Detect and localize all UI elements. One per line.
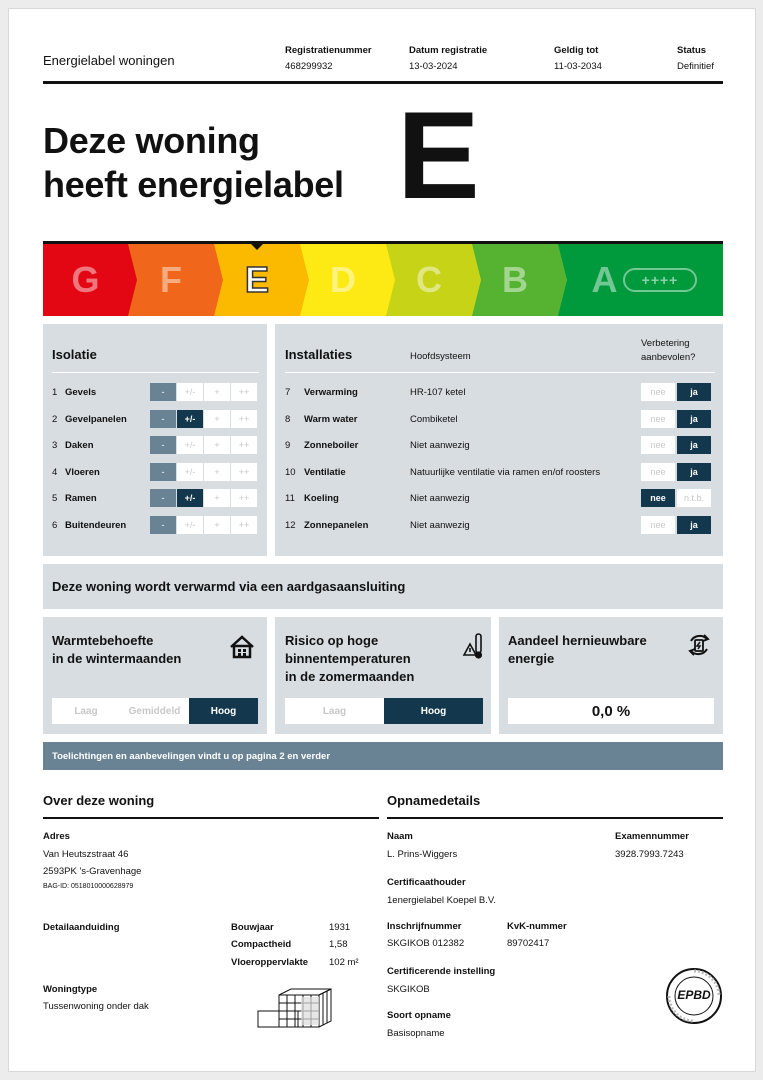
rating-scale	[150, 516, 258, 534]
certificaathouder-label: Certificaathouder	[387, 877, 466, 888]
woningtype-value: Tussenwoning onder dak	[43, 1001, 149, 1012]
row-label: Zonnepanelen	[304, 520, 369, 531]
scale-segment-e	[214, 244, 300, 316]
row-label: Ramen	[65, 493, 97, 505]
scale-letter-a: A	[591, 259, 618, 300]
verbetering-toggle	[641, 410, 713, 428]
row-label: Gevels	[65, 387, 97, 398]
scale-letter-e: E	[244, 259, 269, 300]
geldig-label: Geldig tot	[554, 45, 599, 56]
rating-option: +/-	[177, 516, 203, 534]
woningtype-label: Woningtype	[43, 984, 98, 995]
rating-option: -	[150, 383, 176, 401]
row-number: 12	[285, 520, 296, 531]
row-value: Natuurlijke ventilatie via ramen en/of roosters	[410, 466, 601, 478]
installaties-panel	[275, 324, 723, 556]
scale-option-hoog: Hoog	[384, 698, 483, 724]
isolatie-row	[52, 515, 262, 535]
rating-option: +/-	[177, 489, 203, 507]
row-number: 10	[285, 466, 296, 478]
hernieuwbaar-title-line-2: energie	[508, 651, 555, 666]
rating-scale	[150, 436, 258, 454]
option-nee: nee	[641, 410, 675, 428]
over-title: Over deze woning	[43, 793, 155, 808]
hernieuwbaar-title	[508, 632, 647, 668]
rating-option: +	[204, 410, 230, 428]
row-label: Koeling	[304, 493, 339, 505]
rating-option: +/-	[177, 463, 203, 481]
scale-letter-b: B	[502, 259, 528, 300]
thermometer-warning-icon	[461, 631, 485, 661]
installatie-row	[285, 435, 719, 455]
compactheid-label: Compactheid	[231, 939, 292, 950]
installatie-row	[285, 382, 719, 402]
scale-letter-d: D	[330, 259, 356, 300]
row-number: 7	[285, 387, 291, 398]
compactheid-value: 1,58	[329, 939, 348, 950]
rating-option: +/-	[177, 436, 203, 454]
geldig-field	[554, 45, 602, 72]
risico-title-line-1: Risico op hoge	[285, 633, 379, 648]
opname-divider	[387, 817, 723, 819]
toelichting-text: Toelichtingen en aanbevelingen vindt u op pagina 2 en verder	[52, 751, 331, 762]
isolatie-divider	[52, 372, 259, 373]
rating-option: ++	[231, 410, 257, 428]
over-divider	[43, 817, 379, 819]
examennummer-value: 3928.7993.7243	[615, 849, 684, 860]
hero-line-2: heeft energielabel	[43, 164, 344, 205]
row-label: Vloeren	[65, 466, 100, 478]
isolatie-row	[52, 435, 262, 455]
energy-label-page	[8, 8, 756, 1072]
rating-option: -	[150, 463, 176, 481]
warmtebehoefte-title-line-2: in de wintermaanden	[52, 651, 182, 666]
scale-arrow	[558, 244, 567, 316]
rating-option: ++	[231, 489, 257, 507]
inschrijfnummer-value: SKGIKOB 012382	[387, 938, 465, 949]
isolatie-rows	[52, 382, 262, 552]
registratienummer-value: 468299932	[285, 61, 333, 72]
row-value: Niet aanwezig	[410, 493, 470, 505]
option-ja: ja	[677, 463, 711, 481]
scale-letter-c: C	[416, 259, 442, 300]
hero-title	[43, 119, 344, 207]
registratienummer-field	[285, 45, 372, 72]
certificaathouder-value: 1energielabel Koepel B.V.	[387, 895, 496, 906]
hernieuwbaar-value: 0,0 %	[508, 698, 714, 724]
installaties-rows	[285, 382, 719, 552]
isolatie-title: Isolatie	[52, 347, 97, 362]
status-field	[677, 45, 714, 72]
scale-arrow	[300, 244, 309, 316]
kvk-value: 89702417	[507, 938, 550, 949]
verbetering-header-line-2: aanbevolen?	[641, 352, 696, 363]
geldig-value: 11-03-2034	[554, 61, 602, 72]
vloeroppervlakte-label: Vloeroppervlakte	[231, 957, 309, 968]
warmtebehoefte-scale	[52, 698, 258, 724]
risico-title	[285, 632, 414, 686]
row-value: Niet aanwezig	[410, 440, 470, 452]
scale-option-gemiddeld: Gemiddeld	[120, 698, 189, 724]
naam-label: Naam	[387, 831, 413, 842]
isolatie-row	[52, 488, 262, 508]
datum-label: Datum registratie	[409, 45, 488, 56]
risico-panel	[275, 617, 491, 734]
inschrijfnummer-label: Inschrijfnummer	[387, 921, 462, 932]
verwarming-banner	[43, 564, 723, 609]
registratienummer-label: Registratienummer	[285, 45, 372, 56]
row-label: Ventilatie	[304, 466, 346, 478]
verbetering-toggle	[641, 489, 713, 507]
option-nee: nee	[641, 463, 675, 481]
status-label: Status	[677, 45, 707, 56]
rating-option: +/-	[177, 383, 203, 401]
verbetering-toggle	[641, 436, 713, 454]
installatie-row	[285, 462, 719, 482]
hernieuwbaar-panel	[499, 617, 723, 734]
adres-line-2: 2593PK 's-Gravenhage	[43, 866, 142, 877]
scale-letter-g: G	[71, 259, 100, 300]
warmtebehoefte-title-line-1: Warmtebehoefte	[52, 633, 154, 648]
opname-title: Opnamedetails	[387, 793, 481, 808]
warmtebehoefte-panel	[43, 617, 267, 734]
rating-option: -	[150, 516, 176, 534]
bouwjaar-label: Bouwjaar	[231, 922, 274, 933]
scale-segment-f	[128, 244, 214, 316]
rating-option: +	[204, 383, 230, 401]
header-divider	[43, 81, 723, 84]
adres-line-1: Van Heutszstraat 46	[43, 849, 129, 860]
option-ja: ja	[677, 436, 711, 454]
isolatie-row	[52, 382, 262, 402]
verbetering-toggle	[641, 383, 713, 401]
bag-id: BAG-ID: 0518010000628979	[43, 883, 134, 890]
datum-value: 13-03-2024	[409, 61, 458, 72]
tussenwoning-building-icon	[257, 987, 345, 1031]
option-nee: nee	[641, 436, 675, 454]
renewable-energy-icon	[685, 631, 713, 659]
row-number: 4	[52, 466, 58, 478]
option-nee: nee	[641, 516, 675, 534]
adres-label: Adres	[43, 831, 70, 842]
verbetering-header-line-1: Verbetering	[641, 338, 690, 349]
rating-option: +	[204, 516, 230, 534]
kvk-label: KvK-nummer	[507, 921, 567, 932]
option-ja: n.t.b.	[677, 489, 711, 507]
status-value: Definitief	[677, 61, 714, 72]
scale-arrow	[472, 244, 481, 316]
scale-segment-d	[300, 244, 386, 316]
verbetering-header	[641, 337, 695, 365]
naam-value: L. Prins-Wiggers	[387, 849, 458, 860]
detail-label: Detailaanduiding	[43, 922, 120, 933]
document-title: Energielabel woningen	[43, 53, 175, 68]
rating-scale	[150, 463, 258, 481]
house-icon	[229, 635, 255, 659]
rating-option: -	[150, 436, 176, 454]
energy-scale	[43, 244, 723, 316]
active-label-pointer	[249, 242, 265, 250]
rating-option: ++	[231, 383, 257, 401]
row-number: 6	[52, 520, 58, 531]
scale-segment-c	[386, 244, 472, 316]
scale-letter-f: F	[160, 259, 182, 300]
rating-option: +	[204, 489, 230, 507]
row-value: HR-107 ketel	[410, 387, 466, 398]
scale-option-laag: Laag	[52, 698, 120, 724]
installatie-row	[285, 488, 719, 508]
option-nee: nee	[641, 383, 675, 401]
isolatie-row	[52, 462, 262, 482]
energy-label-letter: E	[397, 87, 480, 225]
bouwjaar-value: 1931	[329, 922, 351, 933]
rating-scale	[150, 410, 258, 428]
rating-scale	[150, 489, 258, 507]
soort-opname-label: Soort opname	[387, 1010, 451, 1021]
rating-option: +	[204, 436, 230, 454]
isolatie-row	[52, 409, 262, 429]
warmtebehoefte-title	[52, 632, 181, 668]
epbd-logo-text: EPBD	[677, 988, 711, 1002]
toelichting-bar	[43, 742, 723, 770]
installaties-divider	[285, 372, 715, 373]
rating-option: -	[150, 489, 176, 507]
hoofdsysteem-header: Hoofdsysteem	[410, 351, 471, 362]
vloeroppervlakte-value: 102 m²	[329, 957, 359, 968]
rating-scale	[150, 383, 258, 401]
risico-scale	[285, 698, 483, 724]
risico-title-line-3: in de zomermaanden	[285, 669, 415, 684]
option-nee: nee	[641, 489, 675, 507]
rating-option: -	[150, 410, 176, 428]
rating-option: +	[204, 463, 230, 481]
soort-opname-value: Basisopname	[387, 1028, 445, 1039]
scale-option-hoog: Hoog	[189, 698, 258, 724]
hero-line-1: Deze woning	[43, 120, 260, 161]
rating-option: ++	[231, 436, 257, 454]
epbd-logo	[665, 967, 723, 1025]
option-ja: ja	[677, 516, 711, 534]
row-number: 5	[52, 493, 58, 505]
scale-plus-badge: ++++	[623, 268, 697, 292]
verbetering-toggle	[641, 463, 713, 481]
row-label: Daken	[65, 440, 94, 452]
certificerende-instelling-label: Certificerende instelling	[387, 966, 496, 977]
verwarming-banner-text: Deze woning wordt verwarmd via een aardgasaansluiting	[52, 579, 406, 594]
option-ja: ja	[677, 410, 711, 428]
row-number: 11	[285, 493, 295, 505]
installaties-title: Installaties	[285, 347, 353, 362]
row-label: Verwarming	[304, 387, 358, 398]
scale-segment-g	[43, 244, 128, 316]
examennummer-label: Examennummer	[615, 831, 689, 842]
row-number: 3	[52, 440, 58, 452]
isolatie-panel	[43, 324, 267, 556]
row-number: 2	[52, 413, 58, 425]
option-ja: ja	[677, 383, 711, 401]
scale-arrow	[386, 244, 395, 316]
scale-segment-b	[472, 244, 558, 316]
scale-segment-a	[558, 244, 723, 316]
installatie-row	[285, 515, 719, 535]
scale-arrow	[128, 244, 137, 316]
row-value: Combiketel	[410, 413, 458, 425]
risico-title-line-2: binnentemperaturen	[285, 651, 411, 666]
installatie-row	[285, 409, 719, 429]
row-number: 1	[52, 387, 58, 398]
scale-arrow	[214, 244, 223, 316]
hernieuwbaar-title-line-1: Aandeel hernieuwbare	[508, 633, 647, 648]
row-number: 8	[285, 413, 291, 425]
row-number: 9	[285, 440, 291, 452]
row-value: Niet aanwezig	[410, 520, 470, 531]
row-label: Buitendeuren	[65, 520, 127, 531]
verbetering-toggle	[641, 516, 713, 534]
row-label: Gevelpanelen	[65, 413, 127, 425]
scale-option-laag: Laag	[285, 698, 384, 724]
row-label: Warm water	[304, 413, 358, 425]
rating-option: ++	[231, 516, 257, 534]
rating-option: +/-	[177, 410, 203, 428]
row-label: Zonneboiler	[304, 440, 359, 452]
rating-option: ++	[231, 463, 257, 481]
certificerende-instelling-value: SKGIKOB	[387, 984, 430, 995]
datum-field	[409, 45, 487, 72]
